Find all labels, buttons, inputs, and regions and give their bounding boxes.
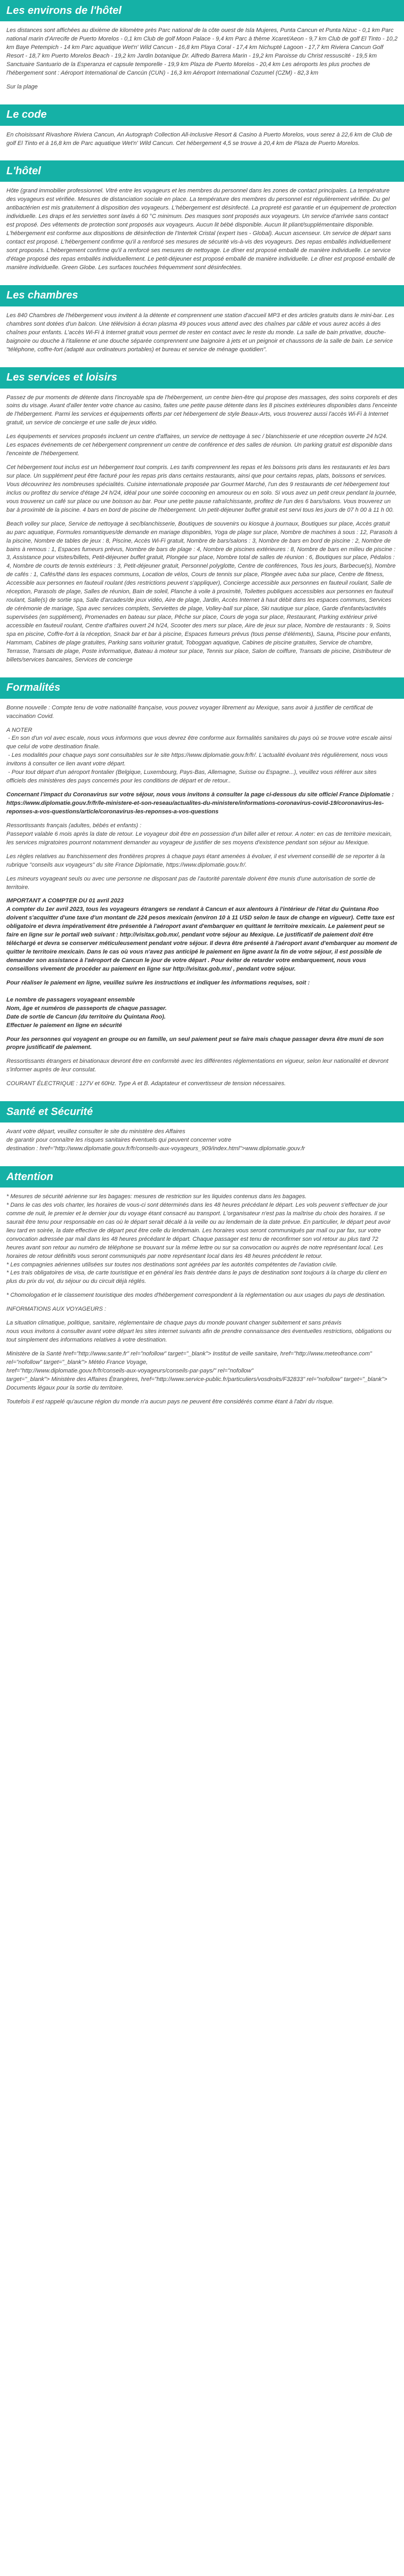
attention-paragraph-situation: La situation climatique, politique, sanitaire, réglementaire de chaque pays du monde pouvant changer subitement et sans préavis nous vous invitons à consulter avant votre départ les sites internet suivants afin de prendre connaissance des éventuelles restrictions, obligations ou tout simplement des informations relatives à votre destination.	[6, 1320, 392, 1344]
environs-paragraph-distances: Les distances sont affichées au dixième de kilomètre près Parc national de la côte ouest de Isla Mujeres, Punta Cancun et Punta Nizuc - 0,1 km Parc national marin d'Arrecife de Puerto Morelos - 0,1 km Club de golf Moon Palace - 9,4 km Parc à thème Xcaret/Aeon - 9,7 km Club de golf El Tinto - 10,2 km Baye Petempich - 14 km Parc aquatique Wet'n' Wild Cancun - 16,8 km Playa Coral - 17,4 km Nichupté Lagoon - 17,7 km Riviera Cancun Golf Resort - 18,7 km Puerto Morelos Beach - 19,2 km Jardin botanique Dr. Alfredo Barrera Marin - 19,2 km Paroisse du Christ ressuscité - 19,5 km Sanctuaire Santuario de la Esperanza et capsule temporelle - 19,9 km Plaza de Puerto Morelos - 20,4 km Les aéroports les plus proches de l'hébergement sont : Aéroport International de Cancún (CUN) - 16,3 km Aéroport International Cozumel (CZM) - 82,3 km	[6, 27, 399, 76]
code-section	[0, 104, 404, 161]
attention-paragraph-info-heading: INFORMATIONS AUX VOYAGEURS :	[6, 1306, 107, 1313]
formalites-paragraph-visitax: IMPORTANT A COMPTER DU 01 avril 2023 A compter du 1er avril 2023, tous les voyageurs étrangers se rendant à Cancun et aux alentours à l'intérieur de l'état du Quintana Roo doivent s'acquitter d'une taxe d'un montant de 224 pesos mexicain (environ 10 à 11 USD selon le taux de change en vigueur). Cette taxe est obligatoire et devra impérativement être présentée à l'aéroport avant d'embarquer en quittant le territoire mexicain. Le paiement peut se faire en ligne sur le portail web suivant : http://visitax.gob.mx/, pendant votre séjour au Mexique. Le justificatif de paiement doit être téléchargé et devra se conserver méticuleusement pendant votre séjour. Il devra être présenté à l'aéroport avant d'embarquer au moment de quitter le territoire mexicain. Dans le cas où vous n'avez pas anticipé le paiement en ligne avant la fin de votre séjour, il est possible de demander son assistance à l'aéroport de Cancun le jour de votre départ . Pour éviter de retarder votre embarquement, nous vous conseillons vivement de procéder au paiement en ligne sur http://visitax.gob.mx/ , pendant votre séjour.	[6, 898, 398, 972]
formalites-paragraph-covid: Bonne nouvelle : Compte tenu de votre nationalité française, vous pouvez voyager librement au Mexique, sans avoir à justifier de certificat de vaccination Covid.	[6, 704, 375, 720]
formalites-section	[0, 677, 404, 1102]
code-body	[0, 126, 404, 161]
attention-paragraph-risk: Toutefois il est rappelé qu'aucune région du monde n'a aucun pays ne peuvent être considérés comme étant à l'abri du risque.	[6, 1398, 334, 1405]
hotel-body	[0, 182, 404, 285]
code-paragraph: En choisissant Rivashore Riviera Cancun, An Autograph Collection All-Inclusive Resort & Casino à Puerto Morelos, vous serez à 22,6 km de Club de golf El Tinto et à 16,8 km de Parc aquatique Wet'n' Wild Cancun. Cet hébergement 4,5 se trouve à 20,4 km de Plaza de Puerto Morelos.	[6, 131, 394, 147]
formalites-paragraph-payment-steps: Pour réaliser le paiement en ligne, veuillez suivre les instructions et indiquer les informations requises, soit : Le nombre de passagers voyageant ensemble Nom, âge et numéros de passeports de chaque passager. Date de sortie de Cancun (du territoire du Quintana Roo). Effectuer le paiement en ligne en sécurité	[6, 979, 310, 1029]
formalites-paragraph-minors: Les mineurs voyageant seuls ou avec une personne ne disposant pas de l'autorité parentale doivent être munis d'une autorisation de sortie de territoire.	[6, 875, 377, 891]
hotel-section	[0, 160, 404, 285]
formalites-paragraph-coronavirus: Concernant l'impact du Coronavirus sur votre séjour, nous vous invitons à consulter la page ci-dessous du site officiel France Diplomatie : https://www.diplomatie.gouv.fr/fr/le-ministere-et-son-reseau/actualites-du-ministere/informations-coronavirus-covid-19/coronavirus-les-reponses-a-vos-questions/article/coronavirus-les-reponses-a-vos-questions	[6, 792, 394, 815]
sante-section	[0, 1101, 404, 1166]
sante-title: Santé et Sécurité	[0, 1101, 404, 1123]
chambres-title: Les chambres	[0, 285, 404, 306]
formalites-paragraph-electric: COURANT ÉLECTRIQUE : 127V et 60Hz. Type A et B. Adaptateur et convertisseur de tension nécessaires.	[6, 1080, 286, 1087]
sante-body	[0, 1123, 404, 1166]
formalites-title: Formalités	[0, 677, 404, 699]
attention-paragraph-classification: * Chomologation et le classement touristique des modes d'hébergement correspondent à la réglementation ou aux usages du pays de destination.	[6, 1292, 386, 1299]
chambres-section	[0, 285, 404, 367]
environs-body	[0, 21, 404, 104]
sante-paragraph: Avant votre départ, veuillez consulter le site du ministère des Affaires de garantir pour connaître les risques sanitaires éventuels qui peuvent concerner votre destination : href="http://www.diplomatie.gouv.fr/fr/conseils-aux-voyageurs_909/index.html">www.diplomatie.gouv.fr	[6, 1128, 305, 1152]
services-paragraph-business: Les équipements et services proposés incluent un centre d'affaires, un service de nettoyage à sec / blanchisserie et une réception ouverte 24 h/24. Les espaces événements de cet hébergement comprennent un centre de conférence et des salles de réunion. Un parking gratuit est disponible dans l'enceinte de l'hébergement.	[6, 433, 394, 457]
environs-paragraph-beach: Sur la plage	[6, 83, 38, 90]
formalites-paragraph-borders: Les règles relatives au franchissement des frontières propres à chaque pays étant amenées à évoluer, il est vivement conseillé de se reporter à la rubrique "conseils aux voyageurs" du site France Diplomatie, https://www.diplomatie.gouv.fr/.	[6, 853, 386, 868]
attention-section	[0, 1166, 404, 1419]
hotel-paragraph: Hôte (grand immobilier professionnel. Vitré entre les voyageurs et les membres du personnel dans les zones de contact principales. La température des voyageurs est vérifiée. Mesures de distanciation sociale en place. La température des membres du personnel est régulièrement vérifiée. Du gel antibactérien est mis gratuitement à disposition des voyageurs. L'hébergement est désinfecté. La propreté est garantie et un équipement de protection individuelle. Les draps et les serviettes sont lavés à 60 °C minimum. Des masques sont proposés aux voyageurs. Un service d'arrivée sans contact est proposé. Des vêtements de protection sont proposés aux voyageurs. Aucun lit bébé disponible. Aucun lit pliant/supplémentaire disponible. L'hébergement est conforme aux dispositions de désinfection de l'Intertek Cristal (expert Ises - Global). Aucun ascenseur. Un service de départ sans contact est proposé. L'hébergement confirme qu'il a renforcé ses mesures de sécurité vis-à-vis des voyageurs. Des repas emballés individuellement sont proposés. L'hébergement confirme qu'il a renforcé ses mesures de nettoyage. Le dîner est proposé emballé de manière individuelle. Le service d'étage proposé des repas emballés individuellement. Le petit-déjeuner est proposé emballé de manière individuelle. Le dîner est proposé emballé de manière individuelle. Green Globe. Les surfaces touchées fréquemment sont désinfectées.	[6, 188, 398, 271]
hotel-title: L'hôtel	[0, 160, 404, 182]
formalites-paragraph-note: A NOTER - En son d'un vol avec escale, nous vous informons que vous devrez être conforme aux formalités sanitaires du pays où se trouve votre escale ainsi que celui de votre destination finale. - Les modalités pour chaque pays sont consultables sur le site https://www.diplomatie.gouv.fr/fr/. L'actualité évoluant très régulièrement, nous vous invitons à consulter ce lien avant votre départ. - Pour tout départ d'un aéroport frontalier (Belgique, Luxembourg, Pays-Bas, Allemagne, Suisse ou Espagne...), veuillez vous référer aux sites officiels des ministères des pays concernés pour les conditions de départ et de retour..	[6, 726, 392, 785]
attention-paragraph-security: * Mesures de sécurité aérienne sur les bagages: mesures de restriction sur les liquides contenus dans les bagages. * Dans le cas des vols charter, les horaires de vous-ci sont déterminés dans les 48 heures précédant le départ. Les vols peuvent s'effectuer de jour comme de nuit, le premier et le dernier jour du voyage étant consacré au transport. L'organisateur n'est pas la maîtrise du choix des horaires. Il se saurait être tenu pour responsable en cas où le départ serait décalé à la veille ou au lendemain de la date prévue. En particulier, le départ peut avoir lieu tard en soirée, la date effective de départ peut être celle du lendemain. Les horaires vous seront communiqués par mail ou par fax, sur votre convocation adressée par mail dans les 48 heures précédant le départ. Chaque passager est tenu de reconfirmer son vol retour au plus tard 72 heures avant son retour au numéro de téléphone se trouvant sur la même lettre ou sur sa convocation ou auprès de notre représentant local. Les horaires de retour définitifs vous seront communiqués par notre représentant local dans les 48 heures précédent le retour. * Les compagnies aériennes utilisées sur toutes nos destinations sont agréées par les autorités compétentes de l'aviation civile. * Les trais obligatoires de visa, de carte touristique et en général les frais dentrée dans le pays de destination sont toujours à la charge du client en plus du prix du vol, du séjour ou du circuit déjà réglés.	[6, 1193, 391, 1285]
services-body	[0, 389, 404, 677]
formalites-body	[0, 699, 404, 1102]
code-title: Le code	[0, 104, 404, 126]
formalites-paragraph-group: Pour les personnes qui voyagent en groupe ou en famille, un seul paiement peut se faire mais chaque passager devra être muni de son propre justificatif de paiement.	[6, 1036, 385, 1051]
attention-body	[0, 1188, 404, 1419]
services-paragraph-dining: Cet hébergement tout inclus est un hébergement tout compris. Les tarifs comprennent les repas et les boissons pris dans les restaurants et les bars sur place. Un supplément peut être facturé pour les repas pris dans certains restaurants, ainsi que pour certains repas, plats, boissons et services. Vous découvrirez les nombreuses spécialités. Cuisine internationale proposée par Gourmet Marché, l'un des 9 restaurants de cet hébergement tout inclus ou profitez du service d'étage 24 h/24, idéal pour une soirée cocooning en amoureux ou en solo. Si vous avez un petit creux pendant la journée, vous trouverez un café sur place ou une boisson au bar. Pour une petite pause rafraîchissante, profitez de l'un des 6 bars/salons. Vous trouverez un bar à proximité de la piscine. 4 bars en bord de piscine de l'hébergement. Un petit-déjeuner buffet gratuit est servi tous les jours de 07 h 00 à 11 h 00.	[6, 464, 399, 513]
services-title: Les services et loisirs	[0, 367, 404, 389]
formalites-paragraph-passport: Ressortissants français (adultes, bébés et enfants) : Passeport valable 6 mois après la date de retour. Le voyageur doit être en possession d'un billet aller et retour. A noter: en cas de territoire mexicain, les services migratoires pourront notamment demander au voyageur de justifier de ses moyens d'existence pendant son séjour au Mexique.	[6, 822, 392, 846]
attention-paragraph-links: Ministère de la Santé href="http://www.sante.fr" rel="nofollow" target="_blank"> Institut de veille sanitaire, href="http://www.meteofrance.com" rel="nofollow" target="_blank"> Météo France Voyage, href="http://www.diplomatie.gouv.fr/fr/conseils-aux-voyageurs/conseils-par-pays/" rel="nofollow" target="_blank"> Ministère des Affaires Étrangères, href="http://www.service-public.fr/particuliers/vosdroits/F32833" rel="nofollow" target="_blank"> Documents légaux pour la sortie du territoire.	[6, 1351, 387, 1391]
services-paragraph-amenities: Beach volley sur place, Service de nettoyage à sec/blanchisserie, Boutiques de souvenirs ou kiosque à journaux, Boutiques sur place, Accès gratuit au parc aquatique, Formules romantiques/de demande en mariage disponibles, Yoga de plage sur place, Nombre de machines à sous : 12, Parasols à la piscine, Nombre de tables de jeux : 8, Piscine, Accès Wi-Fi gratuit, Nombre de bars/salons : 3, Nombre de bars en bord de piscine : 2, Nombre de bains à remous : 1, Espaces fumeurs prévus, Nombre de bars de plage : 4, Nombre de piscines extérieures : 8, Nombre de bars en milieu de piscine : 3, Assistance pour visites/billets, Petit-déjeuner buffet gratuit, Plongée sur place, Nombre total de salles de réunion : 6, Boutiques sur place, Pédalos : 4, Nombre de courts de tennis extérieurs : 3, Petit-déjeuner gratuit, Personnel polyglotte, Centre de conférences, Tous les jours, Barbecue(s), Nombre de cafés : 1, Cafés/thé dans les espaces communs, Location de vélos, Cours de tennis sur place, Plongée avec tuba sur place, Centre de fitness, Accessible aux personnes en fauteuil roulant (des restrictions peuvent s'appliquer), Concierge accessible aux personnes en fauteuil roulant, Salle de réception, Parasols de plage, Salles de réunion, Bain de soleil, Planche à voile à proximité, Toilettes publiques accessibles aux personnes en fauteuil roulant, Salle(s) de sortie spa, Salle d'arcades/de jeux vidéo, Aire de plage, Jardin, Accès Internet à haut débit dans les espaces communs, Services de cérémonie de mariage, Spa avec services complets, Serviettes de plage, Volley-ball sur place, Ski nautique sur place, Garde d'enfants/activités supervisées (en supplément), Promenades en bateau sur place, Pêche sur place, Cours de yoga sur place, Restaurant, Parking extérieur privé accessible en fauteuil roulant, Centre d'affaires ouvert 24 h/24, Scooter des mers sur place, Aire de jeux sur place, Nombre de restaurants : 9, Soins spa en piscine, Coffre-fort à la réception, Snack bar et bar à piscine, Espaces fumeurs prévus (tous pense d'éléments), Sauna, Piscine pour enfants, Hammam, Cabines de plage gratuites, Parking sans voiturier gratuit, Toboggan aquatique, Cabines de piscine gratuites, Service de chambre, Terrasse, Transats de plage, Poste informatique, Bateau à moteur sur place, Tennis sur place, Salon de coiffure, Transats de piscine, Distributeur de billets/services bancaires, Services de concierge	[6, 520, 399, 663]
formalites-paragraph-foreigners: Ressortissants étrangers et binationaux devront être en conformité avec les différentes réglementations en vigueur, selon leur nationalité et devront s'informer auprès de leur consulat.	[6, 1058, 390, 1073]
chambres-paragraph: Les 840 Chambres de l'hébergement vous invitent à la détente et comprennent une station d'accueil MP3 et des articles gratuits dans le mini-bar. Les chambres sont dotées d'un balcon. Une télévision à écran plasma 49 pouces vous attend avec des chaînes par câble et vous aurez accès à des chaînes pour enfants. L'accès Wi-Fi à Internet gratuit vous permet de rester en contact avec le reste du monde. La salle de bain privative, douche-baignoire ou douche à l'italienne et une douche séparée comprennent une baignoire à jets et un peignoir et chaussons de la salle de bain. Le service "téléphone, coffre-fort (adapté aux ordinateurs portables) et bureau et service de ménage quotidien".	[6, 312, 396, 353]
services-section	[0, 367, 404, 677]
environs-section	[0, 0, 404, 104]
chambres-body	[0, 306, 404, 367]
environs-title: Les environs de l'hôtel	[0, 0, 404, 21]
attention-title: Attention	[0, 1166, 404, 1188]
services-paragraph-spa: Passez de pur moments de détente dans l'incroyable spa de l'hébergement, un centre bien-être qui propose des massages, des soins corporels et des soins du visage. Avant d'aller tenter votre chance au casino, faites une petite pause détente dans les 8 piscines extérieures disponibles dans l'enceinte de l'hébergement. Parmi les services et équipements offerts par cet hébergement de style Beaux-Arts, vous trouverez aussi l'accès Wi-Fi à Internet gratuit, un service de concierge et une salle de jeux vidéo.	[6, 394, 399, 426]
